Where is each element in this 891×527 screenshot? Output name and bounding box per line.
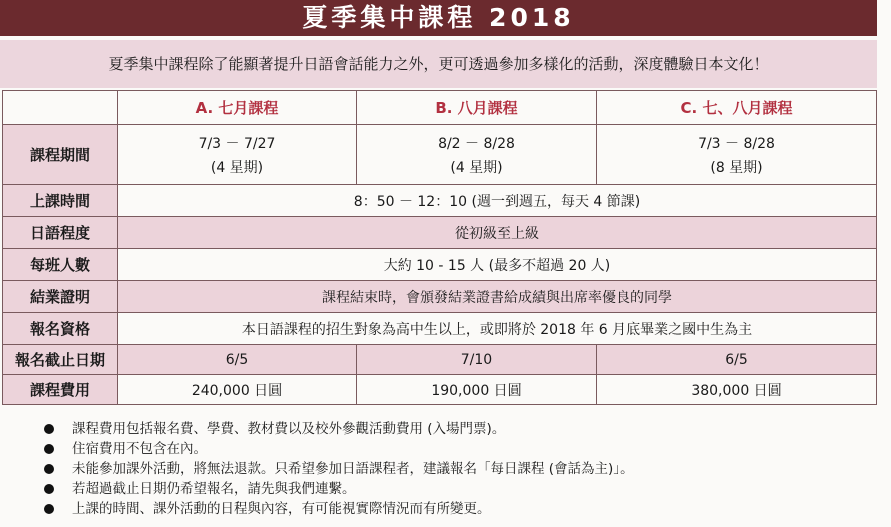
class-size-value: 大約 10 - 15 人 (最多不超過 20 人) bbox=[118, 249, 877, 281]
period-c-dates: 7/3 － 8/28 bbox=[698, 135, 775, 152]
row-label-eligibility: 報名資格 bbox=[3, 313, 118, 345]
period-a-weeks: (4 星期) bbox=[210, 159, 264, 176]
course-table bbox=[2, 90, 877, 405]
period-a-dates: 7/3 － 7/27 bbox=[198, 135, 276, 152]
note-text: 課程費用包括報名費、學費、教材費以及校外參觀活動費用 (入場門票)。 bbox=[72, 421, 506, 437]
deadline-a: 6/5 bbox=[118, 345, 357, 375]
column-header-c: C. 七、八月課程 bbox=[597, 91, 877, 125]
period-b-weeks: (4 星期) bbox=[450, 159, 503, 176]
fee-a: 240,000 日圓 bbox=[118, 375, 357, 405]
intro-text: 夏季集中課程除了能顯著提升日語會話能力之外，更可透過參加多樣化的活動，深度體驗日本文化！ bbox=[0, 40, 877, 88]
list-item bbox=[44, 499, 864, 519]
table-row-level bbox=[3, 217, 877, 249]
table-row-eligibility bbox=[3, 313, 877, 345]
bullet-icon bbox=[44, 424, 54, 434]
column-header-b: B. 八月課程 bbox=[357, 91, 597, 125]
note-text: 上課的時間、課外活動的日程與內容，有可能視實際情況而有所變更。 bbox=[72, 501, 491, 517]
row-label-deadline: 報名截止日期 bbox=[3, 345, 118, 375]
table-row-class-size bbox=[3, 249, 877, 281]
bullet-icon bbox=[44, 484, 54, 494]
deadline-b: 7/10 bbox=[357, 345, 597, 375]
bullet-icon bbox=[44, 464, 54, 474]
table-row-deadline bbox=[3, 345, 877, 375]
table-header-row bbox=[3, 91, 877, 125]
row-label-time: 上課時間 bbox=[3, 185, 118, 217]
note-text: 未能參加課外活動，將無法退款。只希望參加日語課程者，建議報名「每日課程 (會話為主)」。 bbox=[72, 461, 634, 477]
time-value: 8：50 － 12：10 (週一到週五，每天 4 節課) bbox=[118, 185, 877, 217]
deadline-c: 6/5 bbox=[597, 345, 877, 375]
corner-cell bbox=[3, 91, 118, 125]
notes-list bbox=[44, 419, 864, 519]
bullet-icon bbox=[44, 504, 54, 514]
bullet-icon bbox=[44, 444, 54, 454]
note-text: 住宿費用不包含在內。 bbox=[72, 441, 207, 457]
period-c bbox=[597, 125, 877, 185]
period-b-dates: 8/2 － 8/28 bbox=[438, 135, 515, 152]
period-b bbox=[357, 125, 597, 185]
level-value: 從初級至上級 bbox=[118, 217, 877, 249]
page-title: 夏季集中課程 2018 bbox=[0, 0, 877, 36]
eligibility-value: 本日語課程的招生對象為高中生以上，或即將於 2018 年 6 月底畢業之國中生為主 bbox=[118, 313, 877, 345]
fee-c: 380,000 日圓 bbox=[597, 375, 877, 405]
table-row-time bbox=[3, 185, 877, 217]
list-item bbox=[44, 439, 864, 459]
row-label-certificate: 結業證明 bbox=[3, 281, 118, 313]
note-text: 若超過截止日期仍希望報名，請先與我們連繫。 bbox=[72, 481, 356, 497]
row-label-level: 日語程度 bbox=[3, 217, 118, 249]
table-row-period bbox=[3, 125, 877, 185]
certificate-value: 課程結束時，會頒發結業證書給成績與出席率優良的同學 bbox=[118, 281, 877, 313]
column-header-a: A. 七月課程 bbox=[118, 91, 357, 125]
row-label-fee: 課程費用 bbox=[3, 375, 118, 405]
row-label-period: 課程期間 bbox=[3, 125, 118, 185]
row-label-class-size: 每班人數 bbox=[3, 249, 118, 281]
list-item bbox=[44, 459, 864, 479]
table-row-certificate bbox=[3, 281, 877, 313]
fee-b: 190,000 日圓 bbox=[357, 375, 597, 405]
period-a bbox=[118, 125, 357, 185]
period-c-weeks: (8 星期) bbox=[710, 159, 763, 176]
list-item bbox=[44, 479, 864, 499]
list-item bbox=[44, 419, 864, 439]
table-row-fee bbox=[3, 375, 877, 405]
